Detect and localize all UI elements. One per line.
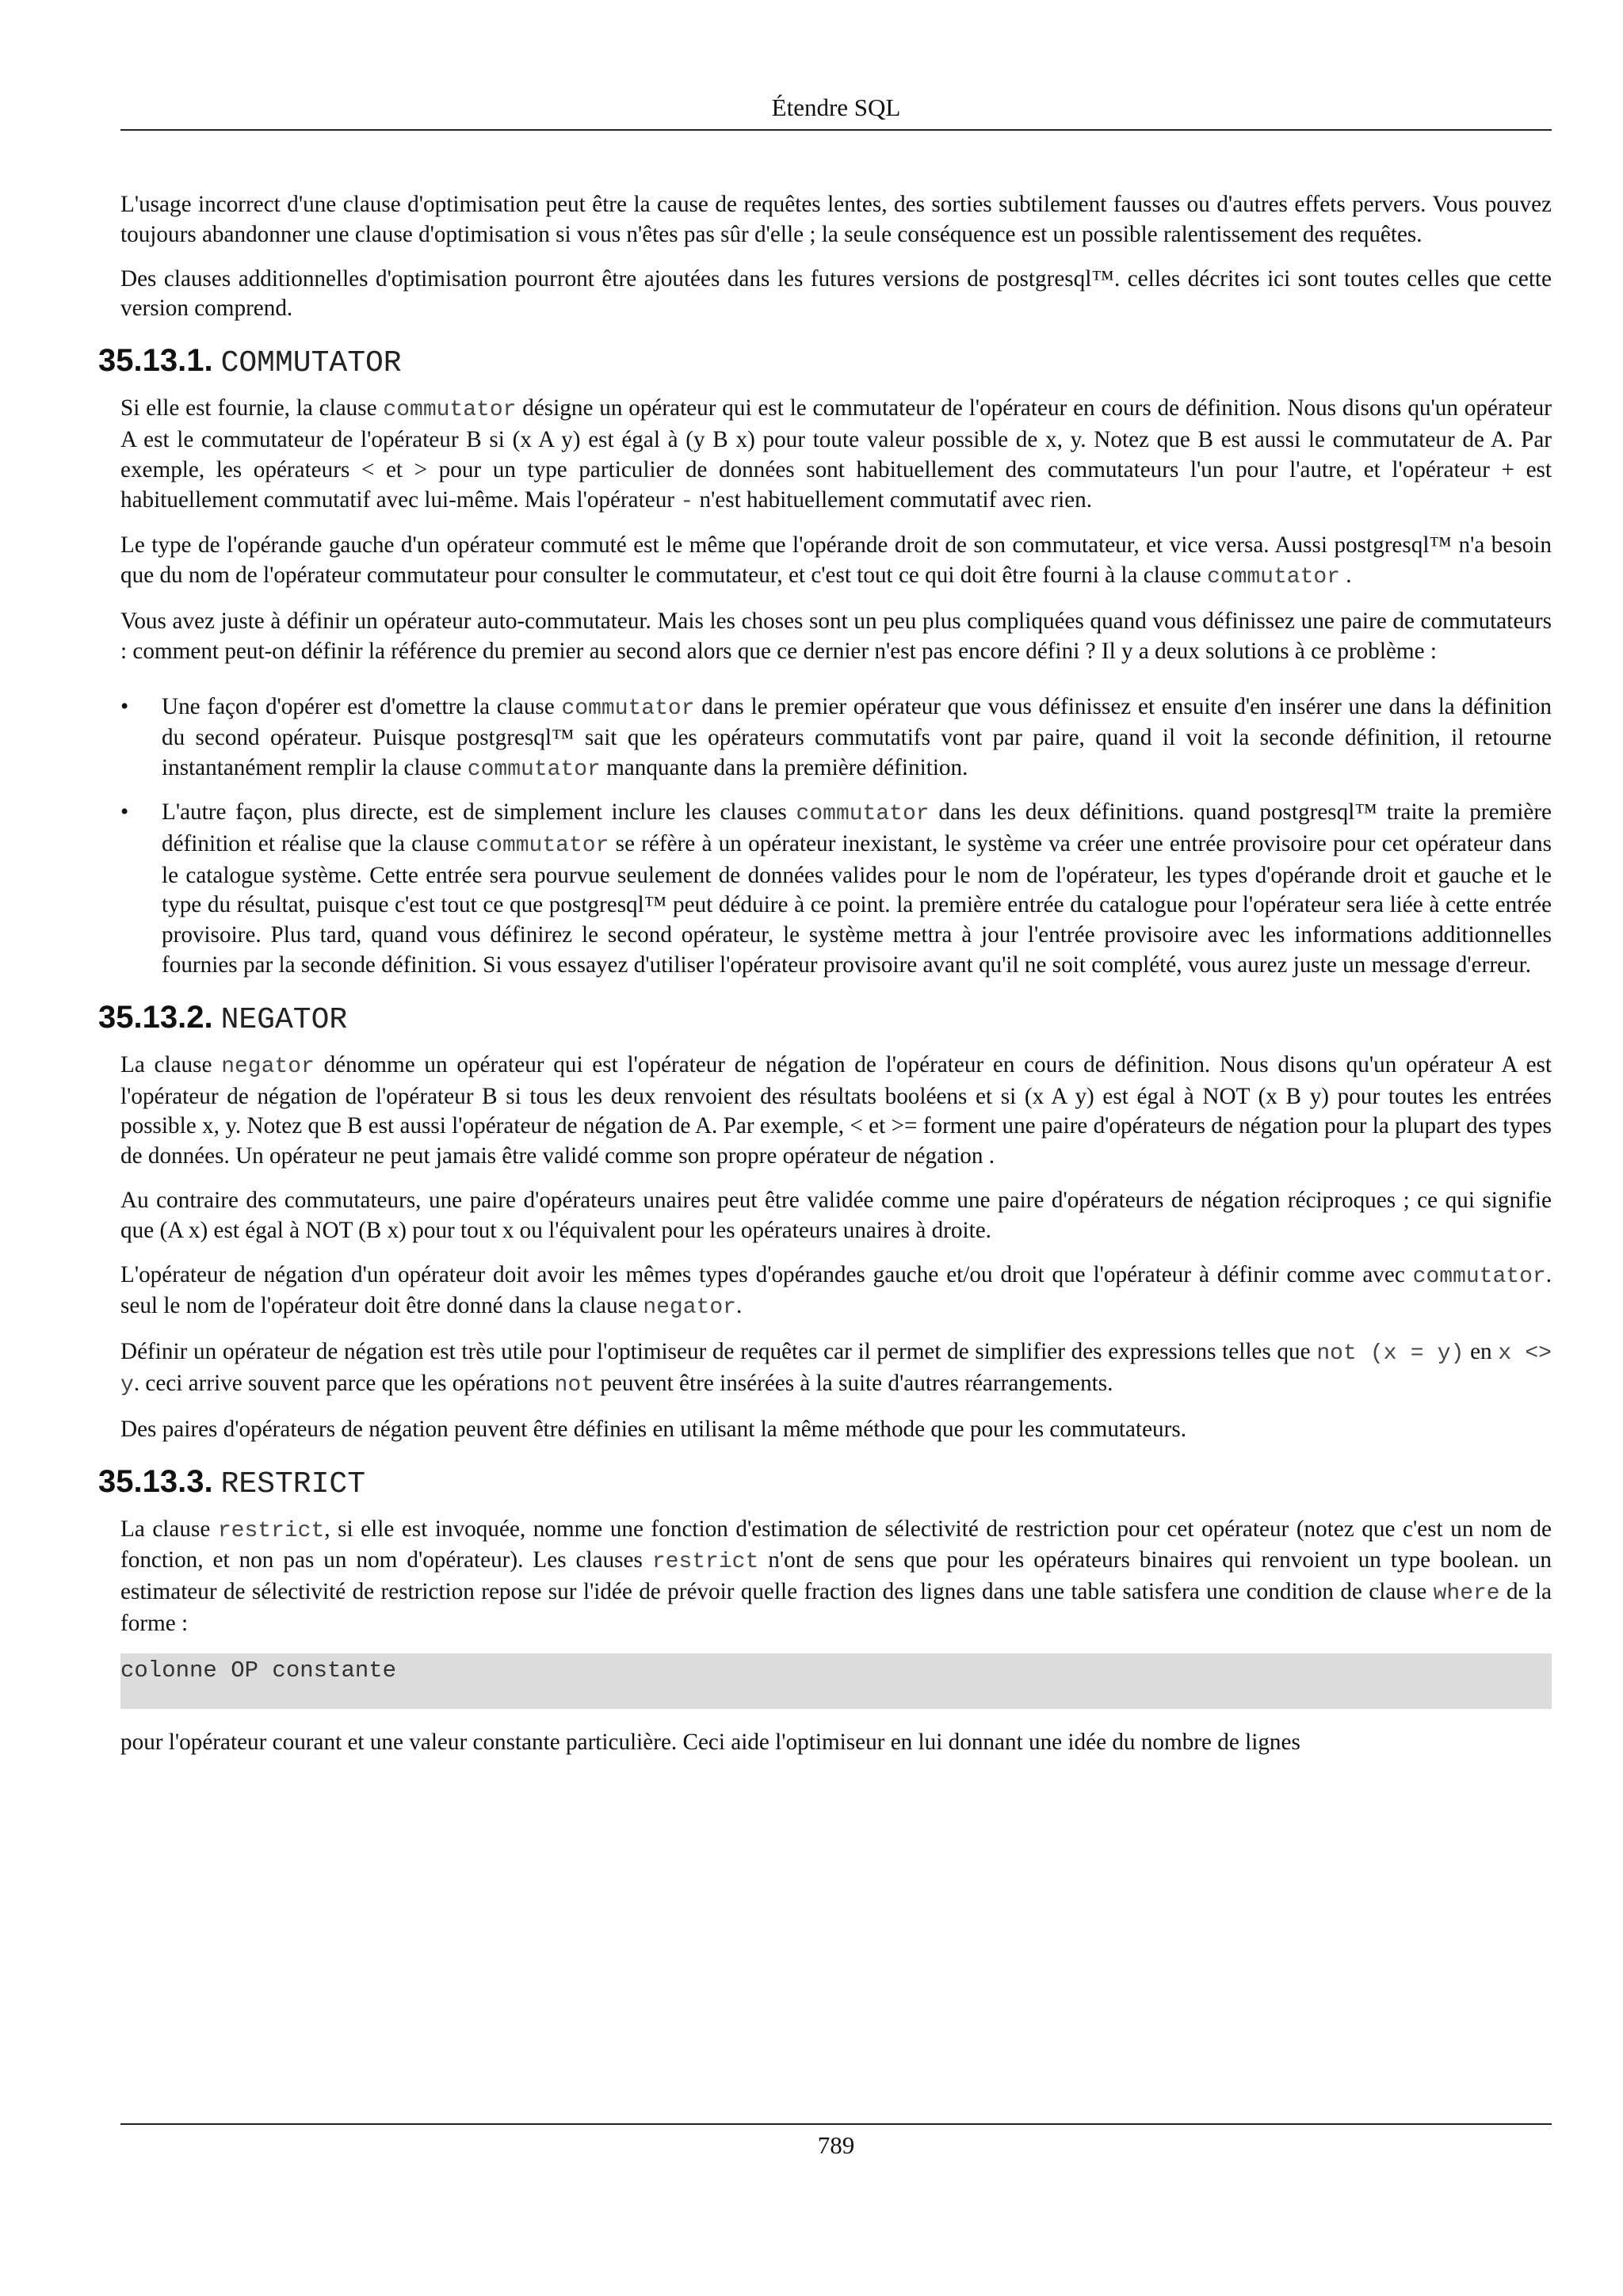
inline-code: - bbox=[680, 489, 694, 514]
negator-paragraph-3: L'opérateur de négation d'un opérateur doit avoir les mêmes types d'opérandes gauche et/ou droit que l'opérateur à définir comme avec commutator. seul le nom de l'opérateur doit être donné dans la clause negator. bbox=[120, 1261, 1552, 1321]
commutator-solutions-list bbox=[120, 692, 1552, 981]
section-heading-commutator bbox=[98, 341, 1552, 383]
negator-paragraph-1: La clause negator dénomme un opérateur qui est l'opérateur de négation de l'opérateur en cours de définition. Nous disons qu'un opérateur A est l'opérateur de négation de l'opérateur B si tous les deux renvoient des résultats booléens et si (x A y) est égal à NOT (x B y) pour toutes les entrées possible x, y. Notez que B est aussi l'opérateur de négation de A. Par exemple, < et >= forment une paire d'opérateurs de négation pour la plupart des types de données. Un opérateur ne peut jamais être validé comme son propre opérateur de négation . bbox=[120, 1051, 1552, 1169]
section-number: 35.13.2. bbox=[98, 999, 213, 1035]
section-title: COMMUTATOR bbox=[220, 346, 402, 381]
inline-code: negator bbox=[221, 1054, 315, 1079]
section-heading-negator bbox=[98, 998, 1552, 1039]
commutator-paragraph-1: Si elle est fournie, la clause commutator désigne un opérateur qui est le commutateur de l'opérateur en cours de définition. Nous disons qu'un opérateur A est le commutateur de l'opérateur B si (x A y) est égal à (y B x) pour toute valeur possible de x, y. Notez que B est aussi le commutateur de A. Par exemple, les opérateurs < et > pour un type particulier de données sont habituellement des commutateurs l'un pour l'autre, et l'opérateur + est habituellement commutatif avec lui-même. Mais l'opérateur - n'est habituellement commutatif avec rien. bbox=[120, 395, 1552, 514]
page-number: 789 bbox=[817, 2131, 855, 2159]
bullet-marker: • bbox=[120, 693, 129, 719]
inline-code: commutator bbox=[475, 833, 609, 858]
restrict-paragraph-1: La clause restrict, si elle est invoquée, nomme une fonction d'estimation de sélectivité de restriction pour cet opérateur (notez que c'est un nom de fonction, et non pas un nom d'opérateur). Les clauses restrict n'ont de sens que pour les opérateurs binaires qui renvoient un type boolean. un estimateur de sélectivité de restriction repose sur l'idée de prévoir quelle fraction des lignes dans une table satisfera une condition de clause where de la forme : bbox=[120, 1516, 1552, 1636]
section-title: NEGATOR bbox=[220, 1002, 348, 1037]
intro-paragraph-1: L'usage incorrect d'une clause d'optimisation peut être la cause de requêtes lentes, des sorties subtilement fausses ou d'autres effets pervers. Vous pouvez toujours abandonner une clause d'optimisation si vous n'êtes pas sûr d'elle ; la seule conséquence est un possible ralentissement des requêtes. bbox=[120, 192, 1552, 247]
inline-code: where bbox=[1433, 1581, 1500, 1607]
section-heading-restrict bbox=[98, 1463, 1552, 1504]
restrict-paragraph-2: pour l'opérateur courant et une valeur constante particulière. Ceci aide l'optimiseur en lui donnant une idée du nombre de lignes bbox=[120, 1729, 1300, 1755]
section-number: 35.13.3. bbox=[98, 1463, 213, 1499]
inline-code: restrict bbox=[651, 1550, 759, 1575]
inline-code: restrict bbox=[217, 1518, 325, 1543]
list-item: • L'autre façon, plus directe, est de simplement inclure les clauses commutator dans les deux définitions. quand postgresql™ traite la première définition et réalise que la clause commutator se réfère à un opérateur inexistant, le système va créer une entrée provisoire pour cet opérateur dans le catalogue système. Cette entrée sera pourvue seulement de données valides pour le nom de l'opérateur, les types d'opérande droit et gauche et le type du résultat, puisque c'est tout ce que postgresql™ peut déduire à ce point. la première entrée du catalogue pour l'opérateur sera liée à cette entrée provisoire. Plus tard, quand vous définirez le second opérateur, le système mettra à jour l'entrée provisoire avec les informations additionnelles fournies par la seconde définition. Si vous essayez d'utiliser l'opérateur provisoire avant qu'il ne soit complété, vous aurez juste un message d'erreur. bbox=[120, 799, 1552, 978]
negator-paragraph-5: Des paires d'opérateurs de négation peuvent être définies en utilisant la même méthode que pour les commutateurs. bbox=[120, 1416, 1187, 1442]
negator-paragraph-4: Définir un opérateur de négation est très utile pour l'optimiseur de requêtes car il permet de simplifier des expressions telles que not (x = y) en x <> y. ceci arrive souvent parce que les opérations not peuvent être insérées à la suite d'autres réarrangements. bbox=[120, 1339, 1552, 1398]
running-header: Étendre SQL bbox=[771, 93, 901, 121]
header-rule bbox=[120, 129, 1552, 131]
section-title: RESTRICT bbox=[220, 1466, 366, 1501]
negator-paragraph-2: Au contraire des commutateurs, une paire d'opérateurs unaires peut être validée comme une paire d'opérateurs de négation réciproques ; ce qui signifie que (A x) est égal à NOT (B x) pour tout x ou l'équivalent pour les opérateurs unaires à droite. bbox=[120, 1187, 1552, 1243]
inline-code: commutator bbox=[383, 398, 517, 423]
page-content bbox=[98, 190, 1552, 1772]
intro-paragraph-2: Des clauses additionnelles d'optimisation pourront être ajoutées dans les futures versions de postgresql™. celles décrites ici sont toutes celles que cette version comprend. bbox=[120, 265, 1552, 322]
inline-code: not bbox=[554, 1372, 595, 1398]
inline-code: commutator bbox=[796, 801, 930, 826]
code-block: colonne OP constante bbox=[120, 1653, 1552, 1709]
commutator-paragraph-2: Le type de l'opérande gauche d'un opérateur commuté est le même que l'opérande droit de son commutateur, et vice versa. Aussi postgresql™ n'a besoin que du nom de l'opérateur commutateur pour consulter le commutateur, et c'est tout ce qui doit être fourni à la clause commutator . bbox=[120, 532, 1552, 590]
inline-code: negator bbox=[643, 1295, 736, 1321]
inline-code: commutator bbox=[1206, 565, 1340, 590]
list-item: • Une façon d'opérer est d'omettre la clause commutator dans le premier opérateur que vous définissez et ensuite d'en insérer une dans la définition du second opérateur. Puisque postgresql™ sait que les opérateurs commutatifs vont par paire, quand il voit la seconde définition, il retourne instantanément remplir la clause commutator manquante dans la première définition. bbox=[120, 693, 1552, 783]
bullet-marker: • bbox=[120, 799, 129, 825]
inline-code: commutator bbox=[1412, 1264, 1546, 1289]
inline-code: commutator bbox=[467, 757, 601, 783]
footer-rule bbox=[120, 2123, 1552, 2125]
inline-code: x <> y bbox=[120, 1341, 1552, 1398]
section-number: 35.13.1. bbox=[98, 343, 213, 379]
commutator-paragraph-3: Vous avez juste à définir un opérateur auto-commutateur. Mais les choses sont un peu plus compliquées quand vous définissez une paire de commutateurs : comment peut-on définir la référence du premier au second alors que ce dernier n'est pas encore défini ? Il y a deux solutions à ce problème : bbox=[120, 608, 1552, 664]
inline-code: commutator bbox=[561, 696, 695, 721]
inline-code: not (x = y) bbox=[1316, 1341, 1465, 1367]
